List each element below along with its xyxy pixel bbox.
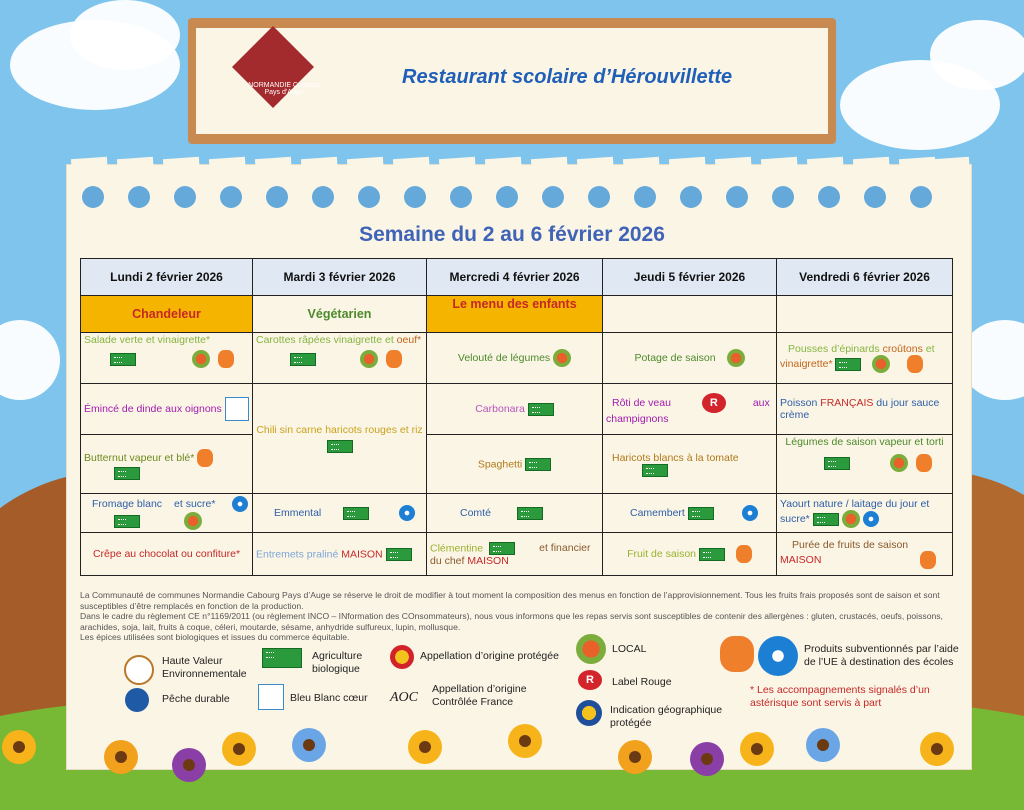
binder-hole [450, 186, 472, 208]
starter-thursday: Potage de saison [603, 333, 777, 384]
igp-icon [576, 700, 602, 726]
main-monday: Émincé de dinde aux oignons [81, 384, 253, 435]
binder-hole [174, 186, 196, 208]
day-header-tuesday: Mardi 3 février 2026 [253, 259, 427, 296]
day-header-friday: Vendredi 6 février 2026 [777, 259, 953, 296]
flower [408, 730, 442, 764]
legend-bio: Agriculture biologique [312, 650, 363, 675]
dessert-thursday: Fruit de saison [603, 533, 777, 576]
main-thursday: Rôti de veau R aux champignons [603, 384, 777, 435]
disclaimer-notes: La Communauté de communes Normandie Cabourg Pays d’Auge se réserve le droit de modifier à tout moment la composition des menus en fonction de l’approvisionnement. Tous les fruits frais proposés sont de saison et sont susceptibles d’être remplacés en fonction de la production. Dans le cadre du règlement CE n°1169/2011 (ou règlement INCO – INformation des COnsommateurs), nous vous informons que les repas servis sont susceptibles de contenir des allergènes : gluten, crustacés, oeufs, poissons, arachides, soja, lait, fruits à coque, céleri, moutarde, sésame, anhydride sulfureux, lupin, mollusque. Les épices utilisées sont biologiques et issues du commerce équitable. [80, 590, 943, 642]
local-icon [727, 349, 745, 367]
legend-igp: Indication géographique protégée [610, 704, 723, 729]
legend-bbc: Bleu Blanc cœur [290, 692, 368, 704]
binder-hole [910, 186, 932, 208]
binder-hole [772, 186, 794, 208]
binder-hole [404, 186, 426, 208]
page-title: Restaurant scolaire d’Hérouvillette [402, 66, 733, 88]
bio-icon [262, 648, 302, 668]
produit-francais-icon [399, 505, 415, 521]
flower [508, 724, 542, 758]
binder-hole [864, 186, 886, 208]
legend-asterisk: * Les accompagnements signalés d’un astérisque sont servis à part [750, 684, 930, 709]
starter-friday: Pousses d’épinards croûtons et vinaigrette* [777, 333, 953, 384]
ue-icon [218, 350, 234, 368]
binder-hole [496, 186, 518, 208]
bio-icon [525, 458, 551, 471]
local-icon [576, 634, 606, 664]
legend-label-rouge: Label Rouge [612, 676, 672, 688]
menu-table [80, 258, 953, 576]
local-icon [184, 512, 202, 530]
binder-hole [542, 186, 564, 208]
theme-tuesday: Végétarien [253, 296, 427, 333]
dessert-friday: Purée de fruits de saison MAISON [777, 533, 953, 576]
bio-icon [114, 515, 140, 528]
legend-aoc: Appellation d’origine Contrôlée France [432, 683, 527, 708]
hve-icon [124, 655, 154, 685]
bio-icon [114, 467, 140, 480]
binder-hole [634, 186, 656, 208]
week-title: Semaine du 2 au 6 février 2026 [359, 223, 665, 246]
binder-hole [312, 186, 334, 208]
produit-francais-icon [742, 505, 758, 521]
dessert-wednesday: Clémentine et financier du chef MAISON [427, 533, 603, 576]
bio-icon [813, 513, 839, 526]
binder-hole [358, 186, 380, 208]
label-rouge-icon: R [578, 670, 602, 690]
cloud [930, 20, 1024, 90]
local-icon [890, 454, 908, 472]
binder-hole [726, 186, 748, 208]
main-tuesday: Chili sin carne haricots rouges et riz [253, 384, 427, 494]
theme-thursday [603, 296, 777, 333]
bio-icon [489, 542, 515, 555]
bio-icon [343, 507, 369, 520]
logo-text: NORMANDIE Cabourg Pays d'Auge [248, 82, 320, 96]
side-friday: Légumes de saison vapeur et torti [777, 435, 953, 494]
dairy-monday: Fromage blanc et sucre* [81, 494, 253, 533]
theme-monday: Chandeleur [81, 296, 253, 333]
ue-icon [197, 449, 213, 467]
local-icon [192, 350, 210, 368]
starter-tuesday: Carottes râpées vinaigrette et oeuf* [253, 333, 427, 384]
legend-hve: Haute Valeur Environnementale [162, 655, 247, 680]
label-rouge-icon: R [702, 393, 726, 413]
day-header-thursday: Jeudi 5 février 2026 [603, 259, 777, 296]
binder-hole [82, 186, 104, 208]
legend-aop: Appellation d’origine protégée [420, 650, 559, 662]
local-icon [842, 510, 860, 528]
theme-wednesday: Le menu des enfants [427, 296, 603, 333]
bio-icon [642, 464, 668, 477]
local-icon [360, 350, 378, 368]
binder-hole [818, 186, 840, 208]
main-wednesday: Carbonara [427, 384, 603, 435]
dessert-tuesday: Entremets praliné MAISON [253, 533, 427, 576]
legend-ue: Produits subventionnés par l’aide de l’UE à destination des écoles [804, 643, 959, 668]
dairy-tuesday: Emmental [253, 494, 427, 533]
ue-icon [386, 350, 402, 368]
ue-icon [736, 545, 752, 563]
flower [2, 730, 36, 764]
bio-icon [517, 507, 543, 520]
cloud [0, 320, 60, 400]
binder-hole [680, 186, 702, 208]
dessert-monday: Crêpe au chocolat ou confiture* [81, 533, 253, 576]
peche-durable-icon [125, 688, 149, 712]
ue-icon [916, 454, 932, 472]
day-header-monday: Lundi 2 février 2026 [81, 259, 253, 296]
flower [172, 748, 206, 782]
bleu-blanc-coeur-icon [258, 684, 284, 710]
side-wednesday: Spaghetti [427, 435, 603, 494]
dairy-wednesday: Comté [427, 494, 603, 533]
bio-icon [528, 403, 554, 416]
side-thursday: Haricots blancs à la tomate [603, 435, 777, 494]
main-friday: Poisson FRANÇAIS du jour sauce crème [777, 384, 953, 435]
theme-friday [777, 296, 953, 333]
bio-icon [110, 353, 136, 366]
day-header-wednesday: Mercredi 4 février 2026 [427, 259, 603, 296]
dairy-friday: Yaourt nature / laitage du jour et sucre* [777, 494, 953, 533]
produit-francais-icon [863, 511, 879, 527]
flower [618, 740, 652, 774]
aoc-icon: AOC [390, 690, 418, 705]
legend-peche: Pêche durable [162, 693, 230, 705]
side-monday: Butternut vapeur et blé* [81, 435, 253, 494]
bleu-blanc-coeur-icon [225, 397, 249, 421]
bio-icon [386, 548, 412, 561]
cloud [70, 0, 180, 70]
ue-icon [720, 636, 754, 672]
flower [222, 732, 256, 766]
produit-francais-icon [758, 636, 798, 676]
local-icon [872, 355, 890, 373]
starter-wednesday: Velouté de légumes [427, 333, 603, 384]
legend-local: LOCAL [612, 643, 647, 655]
flower [920, 732, 954, 766]
flower [740, 732, 774, 766]
bio-icon [290, 353, 316, 366]
binder-hole [588, 186, 610, 208]
bio-icon [699, 548, 725, 561]
flower [292, 728, 326, 762]
ue-icon [907, 355, 923, 373]
starter-monday: Salade verte et vinaigrette* [81, 333, 253, 384]
binder-hole [266, 186, 288, 208]
bio-icon [327, 440, 353, 453]
flower [690, 742, 724, 776]
bio-icon [688, 507, 714, 520]
flower [104, 740, 138, 774]
title-board [188, 18, 836, 144]
binder-hole [220, 186, 242, 208]
binder-hole [128, 186, 150, 208]
bio-icon [835, 358, 861, 371]
ue-icon [920, 551, 936, 569]
aop-icon [390, 645, 414, 669]
local-icon [553, 349, 571, 367]
bio-icon [824, 457, 850, 470]
dairy-thursday: Camembert [603, 494, 777, 533]
flower [806, 728, 840, 762]
produit-francais-icon [232, 496, 248, 512]
